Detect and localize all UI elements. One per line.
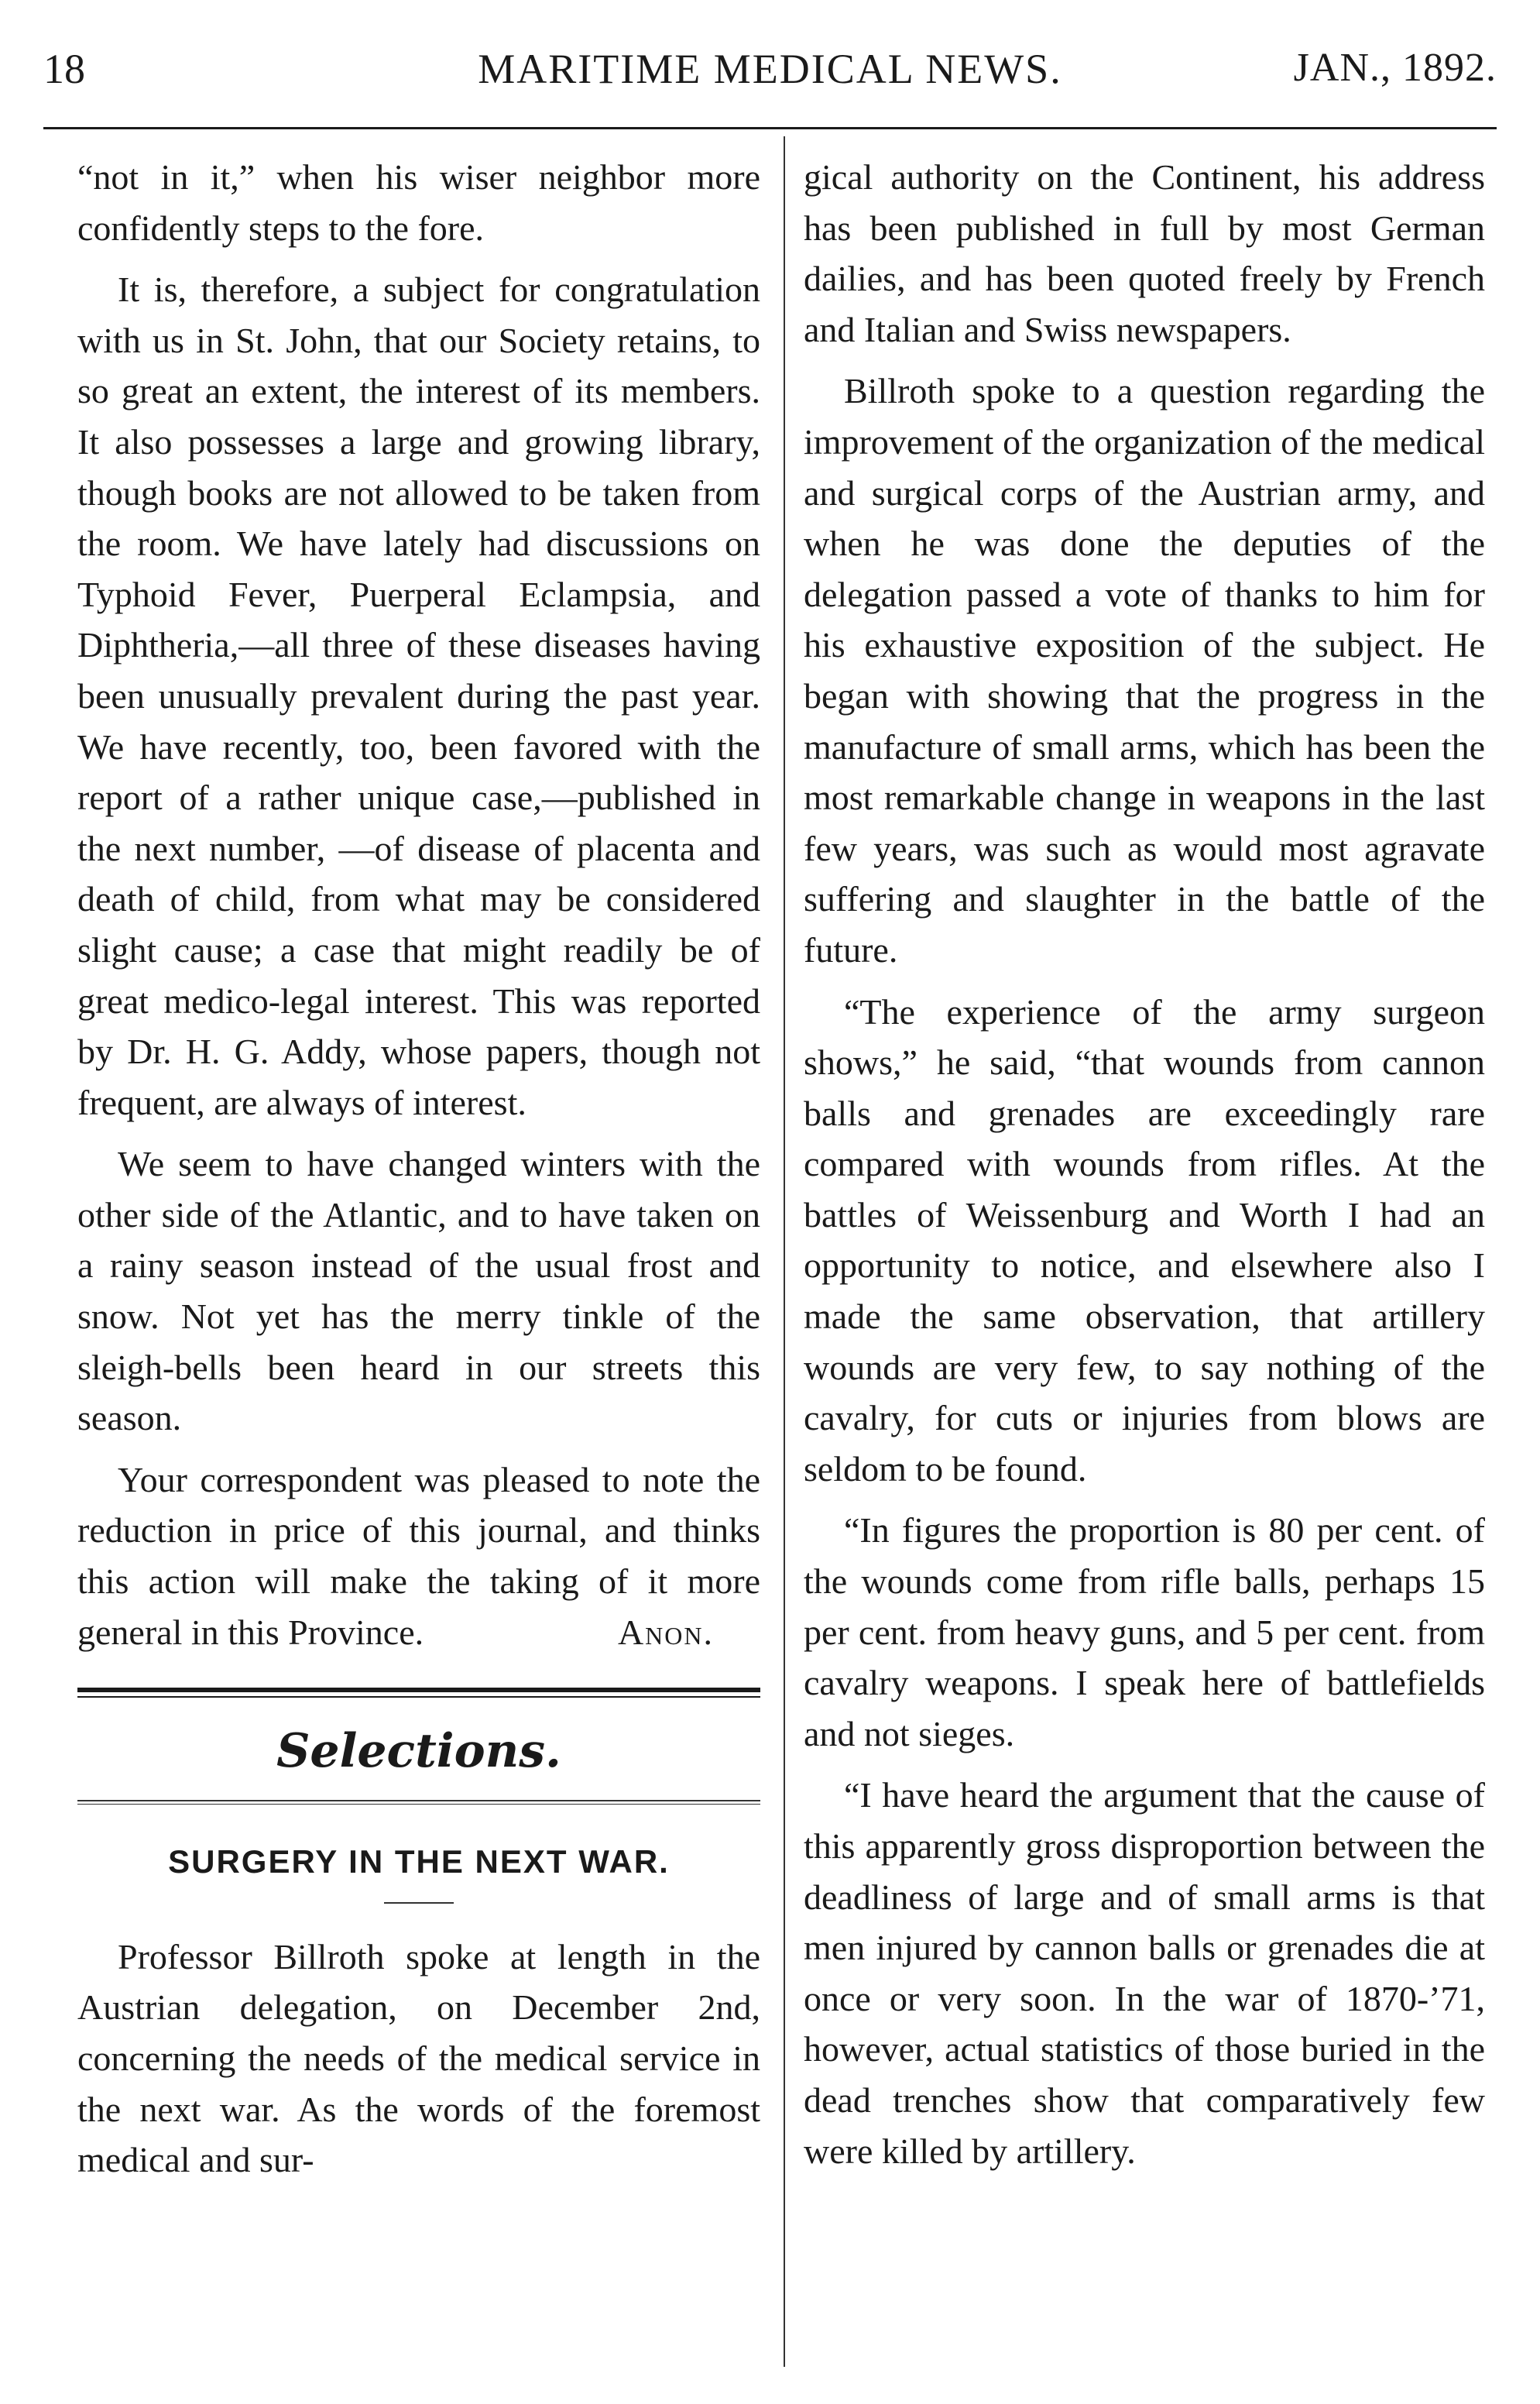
article-title: SURGERY IN THE NEXT WAR. xyxy=(168,1842,670,1880)
column-divider xyxy=(784,136,785,2367)
paragraph: “The experience of the army surgeon shows,” he said, “that wounds from cannon balls and grenades are exceedingly rare compared with wounds from rifles. At the battles of Weissenburg and Worth I had an opportunity to notice, and elsewhere also I made the same observation, that artillery wounds are very few, to say nothing of the cavalry, for cuts or injuries from blows are seldom to be found. xyxy=(804,991,1485,1489)
paragraph: Billroth spoke to a question regarding the improvement of the organization of the medical and surgical corps of the Austrian army, and when he was done the deputies of the delegation passed a vote of thanks to him for his exhaustive exposition of the subject. He began with showing that the progress in the manufacture of small arms, which has been the most remarkable change in weapons in the last few years, was such as would most agravate suffering and slaughter in the battle of the future. xyxy=(804,371,1485,970)
section-heading: Selections. xyxy=(276,1723,561,1778)
right-column xyxy=(804,152,1485,2187)
issue-date: JAN., 1892. xyxy=(1293,46,1497,90)
header-rule xyxy=(43,127,1497,129)
heading-rule xyxy=(77,1800,760,1805)
paragraph: It is, therefore, a subject for congratulation with us in St. John, that our Society retains, to so great an extent, the interest of its members. It also possesses a large and growing library, though books are not allowed to be taken from the room. We have lately had discussions on Typhoid Fever, Puerperal Eclampsia, and Diphtheria,—all three of these diseases having been unusually prevalent during the past year. We have recently, too, been favored with the report of a rather unique case,—published in the next number, —of disease of placenta and death of child, from what may be considered slight cause; a case that might readily be of great medico-legal interest. This was reported by Dr. H. G. Addy, whose papers, though not frequent, are always of interest. xyxy=(77,270,760,1122)
title-rule xyxy=(384,1902,454,1904)
paragraph: “I have heard the argument that the cause of this apparently gross disproportion between the deadliness of large and of small arms is that men injured by cannon balls or grenades die at once or very soon. In the war of 1870-’71, however, actual statistics of those buried in the dead trenches show that comparatively few were killed by artillery. xyxy=(804,1775,1485,2171)
paragraph: “not in it,” when his wiser neighbor more confidently steps to the fore. xyxy=(77,157,760,248)
paragraph: gical authority on the Continent, his address has been published in full by most German dailies, and has been quoted freely by French and Italian and Swiss newspapers. xyxy=(804,157,1485,349)
paragraph: We seem to have changed winters with the other side of the Atlantic, and to have taken on a rainy season instead of the usual frost and snow. Not yet has the merry tinkle of the sleigh-bells been heard in our streets this season. xyxy=(77,1144,760,1438)
left-column xyxy=(77,152,760,2196)
page-number: 18 xyxy=(43,46,85,92)
section-rule xyxy=(77,1688,760,1698)
paragraph: Your correspondent was pleased to note the reduction in price of this journal, and thinks this action will make the taking of it more general in this Province. xyxy=(77,1459,760,1652)
page-header xyxy=(43,45,1497,107)
author-signature: Anon. xyxy=(617,1612,714,1653)
paragraph: Professor Billroth spoke at length in the Austrian delegation, on December 2nd, concerning the needs of the medical service in the next war. As the words of the foremost medical and sur- xyxy=(77,1936,760,2180)
paragraph: “In figures the proportion is 80 per cent. of the wounds come from rifle balls, perhaps 15 per cent. from heavy guns, and 5 per cent. from cavalry weapons. I speak here of battlefields and not sieges. xyxy=(804,1510,1485,1753)
journal-title: MARITIME MEDICAL NEWS. xyxy=(478,46,1062,92)
